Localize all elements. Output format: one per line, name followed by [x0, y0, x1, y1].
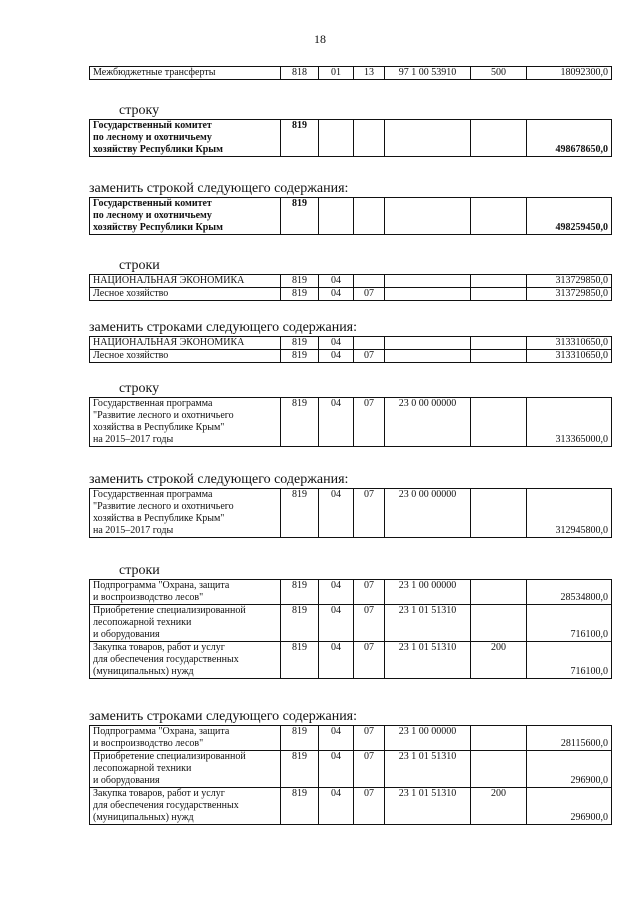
amount: 296900,0 [527, 788, 612, 825]
budget-table [89, 579, 612, 679]
item-name-line: (муниципальных) нужд [93, 666, 194, 677]
item-name [90, 751, 281, 788]
table-row [90, 642, 612, 679]
amendment-block [89, 103, 612, 157]
table-row [90, 605, 612, 642]
department-code: 819 [281, 642, 319, 679]
item-name-line: НАЦИОНАЛЬНАЯ ЭКОНОМИКА [93, 275, 245, 286]
department-code: 819 [281, 489, 319, 538]
section-code: 04 [319, 350, 354, 363]
department-code: 819 [281, 726, 319, 751]
item-name-line: Закупка товаров, работ и услуг [93, 642, 225, 653]
item-name-line: и оборудования [93, 775, 160, 786]
item-name-line: по лесному и охотничьему [93, 210, 212, 221]
table-row [90, 788, 612, 825]
item-name-line: лесопожарной техники [93, 617, 192, 628]
target-article-code: 23 1 00 00000 [385, 726, 471, 751]
expense-type-code: 200 [471, 642, 527, 679]
subsection-code: 07 [354, 398, 385, 447]
amendment-block [89, 709, 612, 825]
target-article-code [385, 337, 471, 350]
item-name [90, 398, 281, 447]
subsection-code: 07 [354, 489, 385, 538]
item-name [90, 337, 281, 350]
section-code: 04 [319, 288, 354, 301]
expense-type-code [471, 337, 527, 350]
subsection-code [354, 275, 385, 288]
department-code: 819 [281, 120, 319, 157]
item-name-line: Государственный комитет [93, 198, 212, 209]
amount: 498259450,0 [527, 198, 612, 235]
section-heading: заменить строками следующего содержания: [89, 320, 358, 335]
item-name-line: и воспроизводство лесов" [93, 738, 204, 749]
item-name-line: Лесное хозяйство [93, 350, 169, 361]
item-name-line: для обеспечения государственных [93, 800, 239, 811]
expense-type-code [471, 350, 527, 363]
target-article-code [385, 288, 471, 301]
amount: 716100,0 [527, 642, 612, 679]
section-code: 04 [319, 605, 354, 642]
table-row [90, 198, 612, 235]
target-article-code: 23 1 01 51310 [385, 751, 471, 788]
item-name [90, 120, 281, 157]
item-name [90, 67, 281, 80]
section-code: 04 [319, 580, 354, 605]
expense-type-code [471, 275, 527, 288]
item-name-line: Подпрограмма "Охрана, защита [93, 580, 230, 591]
item-name-line: по лесному и охотничьему [93, 132, 212, 143]
table-row [90, 350, 612, 363]
item-name-line: Приобретение специализированной [93, 605, 246, 616]
subsection-code: 07 [354, 751, 385, 788]
expense-type-code [471, 605, 527, 642]
expense-type-code [471, 580, 527, 605]
item-name-line: Государственный комитет [93, 120, 212, 131]
item-name [90, 788, 281, 825]
department-code: 819 [281, 398, 319, 447]
section-heading: строку [119, 103, 160, 118]
item-name-line: (муниципальных) нужд [93, 812, 194, 823]
amount: 313310650,0 [527, 350, 612, 363]
budget-table [89, 488, 612, 538]
section-code: 04 [319, 398, 354, 447]
item-name-line: Межбюджетные трансферты [93, 67, 216, 78]
item-name-line: НАЦИОНАЛЬНАЯ ЭКОНОМИКА [93, 337, 245, 348]
section-heading: строки [119, 258, 160, 273]
expense-type-code [471, 398, 527, 447]
expense-type-code [471, 198, 527, 235]
amendment-block [89, 66, 612, 80]
table-row [90, 726, 612, 751]
department-code: 819 [281, 751, 319, 788]
department-code: 819 [281, 350, 319, 363]
target-article-code [385, 350, 471, 363]
budget-table [89, 336, 612, 363]
amount: 28115600,0 [527, 726, 612, 751]
amount: 312945800,0 [527, 489, 612, 538]
section-heading: заменить строками следующего содержания: [89, 709, 358, 724]
section-heading: строки [119, 563, 160, 578]
department-code: 819 [281, 337, 319, 350]
amendment-block [89, 563, 612, 679]
item-name-line: для обеспечения государственных [93, 654, 239, 665]
section-code: 04 [319, 489, 354, 538]
target-article-code: 97 1 00 53910 [385, 67, 471, 80]
item-name [90, 288, 281, 301]
item-name-line: и оборудования [93, 629, 160, 640]
table-row [90, 580, 612, 605]
item-name-line: хозяйства в Республике Крым" [93, 422, 225, 433]
item-name [90, 580, 281, 605]
department-code: 819 [281, 288, 319, 301]
budget-table [89, 119, 612, 157]
subsection-code [354, 198, 385, 235]
section-heading: заменить строкой следующего содержания: [89, 472, 349, 487]
page-number: 18 [314, 32, 326, 46]
amount: 296900,0 [527, 751, 612, 788]
target-article-code: 23 0 00 00000 [385, 489, 471, 538]
section-code: 04 [319, 337, 354, 350]
budget-table [89, 197, 612, 235]
budget-table [89, 66, 612, 80]
item-name-line: Государственная программа [93, 398, 213, 409]
item-name-line: Закупка товаров, работ и услуг [93, 788, 225, 799]
table-row [90, 275, 612, 288]
item-name [90, 350, 281, 363]
table-row [90, 288, 612, 301]
expense-type-code: 500 [471, 67, 527, 80]
amount: 498678650,0 [527, 120, 612, 157]
section-code: 04 [319, 275, 354, 288]
department-code: 818 [281, 67, 319, 80]
subsection-code: 07 [354, 642, 385, 679]
subsection-code: 07 [354, 726, 385, 751]
section-code: 01 [319, 67, 354, 80]
section-code: 04 [319, 788, 354, 825]
subsection-code: 13 [354, 67, 385, 80]
amendment-block [89, 258, 612, 301]
section-code: 04 [319, 726, 354, 751]
amendment-block [89, 472, 612, 538]
subsection-code [354, 337, 385, 350]
target-article-code: 23 1 01 51310 [385, 788, 471, 825]
item-name-line: Государственная программа [93, 489, 213, 500]
amount: 313729850,0 [527, 275, 612, 288]
target-article-code [385, 275, 471, 288]
subsection-code [354, 120, 385, 157]
target-article-code: 23 0 00 00000 [385, 398, 471, 447]
expense-type-code [471, 489, 527, 538]
item-name-line: Лесное хозяйство [93, 288, 169, 299]
item-name-line: хозяйства в Республике Крым" [93, 513, 225, 524]
table-row [90, 67, 612, 80]
budget-table [89, 274, 612, 301]
table-row [90, 398, 612, 447]
expense-type-code [471, 120, 527, 157]
subsection-code: 07 [354, 580, 385, 605]
amount: 313310650,0 [527, 337, 612, 350]
expense-type-code [471, 751, 527, 788]
amendment-block [89, 181, 612, 235]
department-code: 819 [281, 580, 319, 605]
item-name-line: "Развитие лесного и охотничьего [93, 501, 234, 512]
expense-type-code [471, 726, 527, 751]
amount: 313365000,0 [527, 398, 612, 447]
department-code: 819 [281, 198, 319, 235]
budget-table [89, 725, 612, 825]
target-article-code: 23 1 01 51310 [385, 605, 471, 642]
table-row [90, 489, 612, 538]
section-heading: заменить строкой следующего содержания: [89, 181, 349, 196]
item-name [90, 489, 281, 538]
table-row [90, 120, 612, 157]
table-row [90, 751, 612, 788]
item-name [90, 275, 281, 288]
item-name-line: Подпрограмма "Охрана, защита [93, 726, 230, 737]
section-heading: строку [119, 381, 160, 396]
amount: 716100,0 [527, 605, 612, 642]
subsection-code: 07 [354, 788, 385, 825]
target-article-code: 23 1 01 51310 [385, 642, 471, 679]
subsection-code: 07 [354, 605, 385, 642]
item-name-line: лесопожарной техники [93, 763, 192, 774]
amount: 28534800,0 [527, 580, 612, 605]
item-name [90, 642, 281, 679]
item-name [90, 605, 281, 642]
expense-type-code: 200 [471, 788, 527, 825]
department-code: 819 [281, 275, 319, 288]
item-name [90, 198, 281, 235]
item-name [90, 726, 281, 751]
amount: 313729850,0 [527, 288, 612, 301]
subsection-code: 07 [354, 288, 385, 301]
item-name-line: на 2015–2017 годы [93, 434, 174, 445]
item-name-line: на 2015–2017 годы [93, 525, 174, 536]
subsection-code: 07 [354, 350, 385, 363]
item-name-line: и воспроизводство лесов" [93, 592, 204, 603]
amount: 18092300,0 [527, 67, 612, 80]
section-code [319, 198, 354, 235]
item-name-line: хозяйству Республики Крым [93, 144, 223, 155]
department-code: 819 [281, 788, 319, 825]
item-name-line: "Развитие лесного и охотничьего [93, 410, 234, 421]
section-code [319, 120, 354, 157]
target-article-code: 23 1 00 00000 [385, 580, 471, 605]
item-name-line: хозяйству Республики Крым [93, 222, 223, 233]
expense-type-code [471, 288, 527, 301]
amendment-block [89, 381, 612, 447]
target-article-code [385, 198, 471, 235]
section-code: 04 [319, 751, 354, 788]
table-row [90, 337, 612, 350]
item-name-line: Приобретение специализированной [93, 751, 246, 762]
target-article-code [385, 120, 471, 157]
budget-table [89, 397, 612, 447]
section-code: 04 [319, 642, 354, 679]
department-code: 819 [281, 605, 319, 642]
amendment-block [89, 320, 612, 363]
